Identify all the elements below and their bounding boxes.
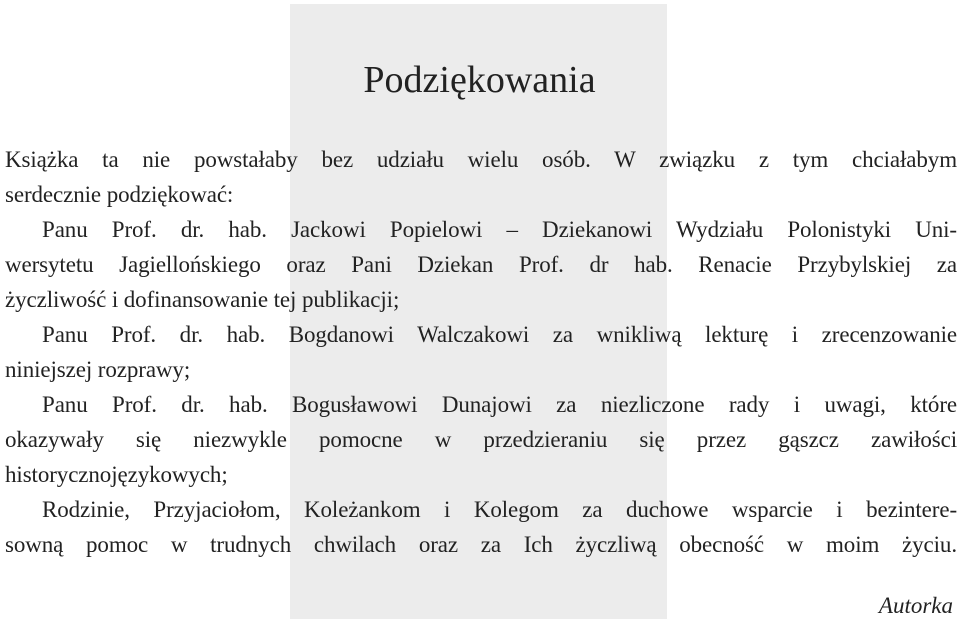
text-line: Panu Prof. dr. hab. Bogusławowi Dunajowi za niezliczone rady i uwagi, które: [42, 392, 957, 417]
text-line: Rodzinie, Przyjaciołom, Koleżankom i Kolegom za duchowe wsparcie i bezintere-: [42, 497, 957, 522]
page-title: Podziękowania: [363, 59, 596, 101]
text-line: Panu Prof. dr. hab. Bogdanowi Walczakowi za wnikliwą lekturę i zrecenzowanie: [42, 322, 957, 347]
signature: Autorka: [878, 593, 953, 618]
text-line: niniejszej rozprawy;: [5, 357, 191, 382]
text-line: okazywały się niezwykle pomocne w przedzieraniu się przez gąszcz zawiłości: [5, 427, 957, 452]
text-line: historycznojęzykowych;: [5, 462, 228, 487]
text-line: sowną pomoc w trudnych chwilach oraz za Ich życzliwą obecność w moim życiu.: [5, 532, 957, 557]
acknowledgements-body: [5, 142, 957, 562]
text-line: Książka ta nie powstałaby bez udziału wielu osób. W związku z tym chciałabym: [5, 147, 957, 172]
text-line: życzliwość i dofinansowanie tej publikacji;: [5, 287, 400, 312]
text-line: serdecznie podziękować:: [5, 182, 234, 207]
text-line: Panu Prof. dr. hab. Jackowi Popielowi – Dziekanowi Wydziału Polonistyki Uni-: [42, 217, 957, 242]
text-line: wersytetu Jagiellońskiego oraz Pani Dziekan Prof. dr hab. Renacie Przybylskiej za: [5, 252, 957, 277]
